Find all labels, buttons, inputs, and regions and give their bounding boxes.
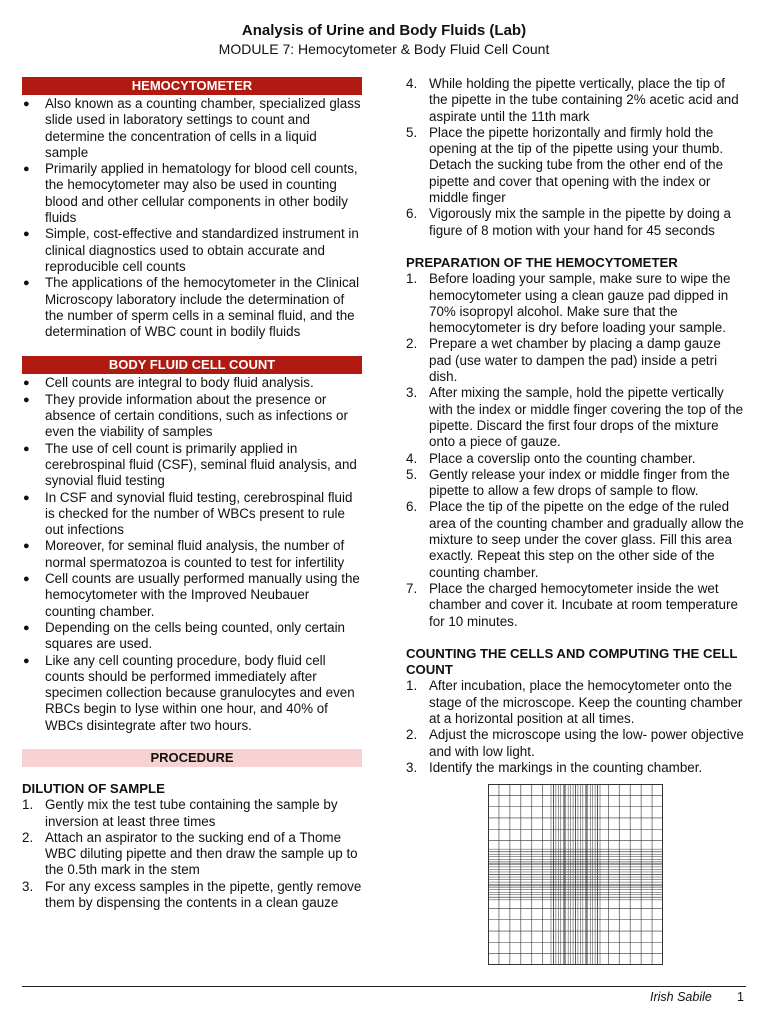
list-item: 2. Adjust the microscope using the low- power objective and with low light. — [406, 727, 744, 759]
counting-steps — [406, 678, 744, 776]
list-item: 6. Place the tip of the pipette on the edge of the ruled area of the counting chamber and gradually allow the mixture to seep under the cover glass. Fill this area exactly. Repeat this step on the other side of the counting chamber. — [406, 499, 744, 580]
list-item: ● Also known as a counting chamber, specialized glass slide used in laboratory settings to count and determine the concentration of cells in a liquid sample — [22, 96, 362, 161]
right-column — [406, 76, 744, 776]
body-fluid-heading: BODY FLUID CELL COUNT — [22, 356, 362, 374]
list-item: 2. Attach an aspirator to the sucking end of a Thome WBC diluting pipette and then draw the sample up to the 0.5th mark in the stem — [22, 829, 358, 878]
page-number: 1 — [737, 990, 744, 1004]
preparation-heading: PREPARATION OF THE HEMOCYTOMETER — [406, 254, 678, 270]
dilution-heading: DILUTION OF SAMPLE — [22, 780, 165, 796]
hemocytometer-heading: HEMOCYTOMETER — [22, 77, 362, 95]
list-item: 2. Prepare a wet chamber by placing a damp gauze pad (use water to dampen the pad) inside a petri dish. — [406, 336, 721, 385]
list-item: 1. Gently mix the test tube containing the sample by inversion at least three times — [22, 797, 338, 829]
list-item: 4. Place a coverslip onto the counting chamber. — [406, 450, 696, 466]
list-item: ● Primarily applied in hematology for blood cell counts, the hemocytometer may also be used in counting blood and other cellular components in other bodily fluids — [22, 161, 362, 226]
counting-chamber-grid-figure — [488, 784, 663, 965]
list-item: 5. Gently release your index or middle finger from the pipette to allow a few drops of sample to flow. — [406, 466, 730, 499]
counting-chamber-grid — [488, 784, 663, 965]
list-item: ● In CSF and synovial fluid testing, cerebrospinal fluid is checked for the number of WBCs present to rule out infections — [22, 490, 362, 539]
list-item: ● Like any cell counting procedure, body fluid cell counts should be performed immediately after specimen collection because granulocytes and even RBCs begin to lyse within one hour, and 40% of WBCs disintegrate after two hours. — [22, 653, 362, 734]
list-item: ● Cell counts are integral to body fluid analysis. — [22, 375, 362, 391]
list-item: ● The use of cell count is primarily applied in cerebrospinal fluid (CSF), seminal fluid analysis, and synovial fluid testing — [22, 441, 362, 490]
left-column — [22, 77, 362, 911]
list-item: 6. Vigorously mix the sample in the pipette by doing a figure of 8 motion with your hand for 45 seconds — [406, 206, 731, 238]
list-item: 5. Place the pipette horizontally and firmly hold the opening at the tip of the pipette using your thumb. Detach the sucking tube from the other end of the pipette and cover that opening with the index or middle finger — [406, 124, 724, 206]
body-fluid-list — [22, 375, 362, 734]
list-item: 4. While holding the pipette vertically, place the tip of the pipette in the tube containing 2% acetic acid and aspirate until the 11th mark — [406, 76, 739, 124]
list-item: ● Simple, cost-effective and standardized instrument in clinical diagnostics used to obtain accurate and reproducible cell counts — [22, 226, 362, 275]
list-item: 1. Before loading your sample, make sure to wipe the hemocytometer using a clean gauze pad dipped in 70% isopropyl alcohol. Make sure that the hemocytometer is dry before loading your sample. — [406, 271, 731, 336]
list-item: 7. Place the charged hemocytometer inside the wet chamber and cover it. Incubate at room temperature for 10 minutes. — [406, 580, 738, 629]
dilution-steps-left — [22, 797, 362, 911]
procedure-heading: PROCEDURE — [22, 749, 362, 767]
document-title: Analysis of Urine and Body Fluids (Lab) — [241, 22, 527, 39]
document-header — [0, 22, 768, 58]
list-item: ● They provide information about the presence or absence of certain conditions, such as infections or even the viability of samples — [22, 392, 362, 441]
footer-divider — [22, 986, 746, 987]
list-item: 3. After mixing the sample, hold the pipette vertically with the index or middle finger covering the top of the pipette. Discard the first four drops of the mixture onto a piece of gauze. — [406, 385, 744, 450]
list-item: ● Depending on the cells being counted, only certain squares are used. — [22, 620, 362, 653]
footer-author: Irish Sabile — [650, 990, 712, 1004]
list-item: ● The applications of the hemocytometer in the Clinical Microscopy laboratory include the determination of the number of sperm cells in a seminal fluid, and the determination of WBC count in bodily fluids — [22, 275, 362, 340]
list-item: ● Moreover, for seminal fluid analysis, the number of normal spermatozoa is counted to test for infertility — [22, 538, 362, 571]
dilution-steps-right — [406, 76, 744, 239]
list-item: 1. After incubation, place the hemocytometer onto the stage of the microscope. Keep the counting chamber at a horizontal position at all times. — [406, 678, 743, 726]
document-subtitle: MODULE 7: Hemocytometer & Body Fluid Cell Count — [218, 41, 550, 57]
counting-heading: COUNTING THE CELLS AND COMPUTING THE CELL COUNT — [406, 645, 738, 678]
list-item: 3. For any excess samples in the pipette, gently remove them by dispensing the contents in a clean gauze — [22, 878, 362, 911]
hemocytometer-list — [22, 96, 362, 340]
list-item: ● Cell counts are usually performed manually using the hemocytometer with the Improved Neubauer counting chamber. — [22, 571, 362, 620]
list-item: 3. Identify the markings in the counting chamber. — [406, 759, 703, 775]
preparation-steps — [406, 271, 744, 630]
